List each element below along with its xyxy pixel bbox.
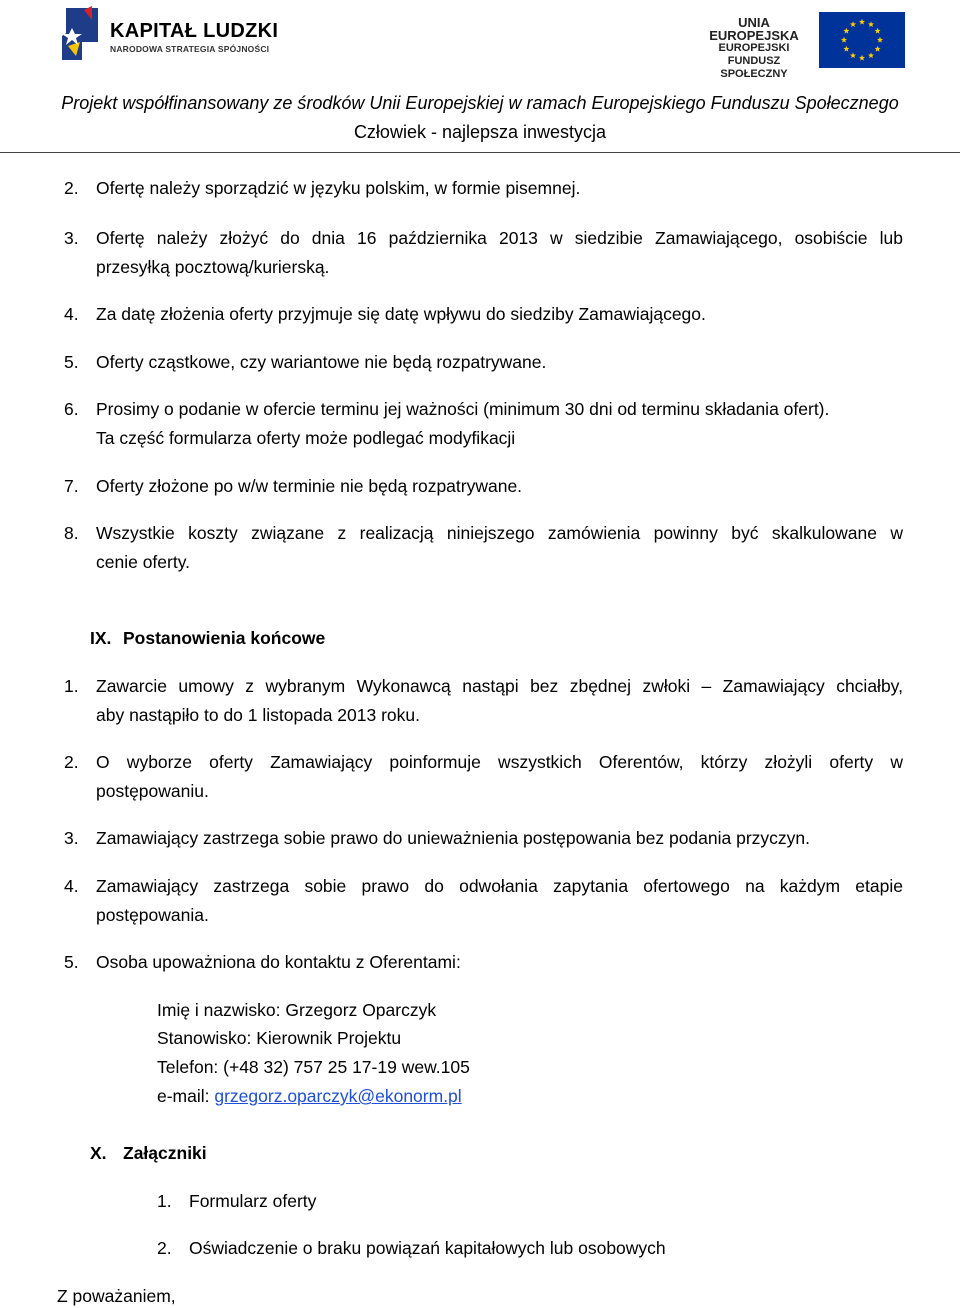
attachment-item: Oświadczenie o braku powiązań kapitałowych lub osobowych xyxy=(189,1238,666,1258)
list-item-number: 3. xyxy=(64,228,79,248)
cofinancing-tagline: Projekt współfinansowany ze środków Unii Europejskiej w ramach Europejskiego Funduszu Społecznego xyxy=(61,93,899,113)
list-item-number: 6. xyxy=(64,399,79,419)
section-title: Załączniki xyxy=(123,1143,207,1163)
list-item-text: Oferty złożone po w/w terminie nie będą rozpatrywane. xyxy=(96,476,523,496)
kapital-ludzki-logo xyxy=(58,2,279,64)
list-item-number: 2. xyxy=(64,178,79,198)
list-item-text: Wszystkie koszty związane z realizacją niniejszego zamówienia powinny być skalkulowane w xyxy=(96,523,903,543)
contact-email-link[interactable]: grzegorz.oparczyk@ekonorm.pl xyxy=(214,1086,462,1106)
list-item-number: 1. xyxy=(64,676,79,696)
list-item-text-continued: postępowania. xyxy=(96,905,209,925)
closing-salutation: Z poważaniem, xyxy=(57,1286,176,1306)
list-item-text: Osoba upoważniona do kontaktu z Oferentami: xyxy=(96,952,461,972)
list-item-number: 7. xyxy=(64,476,79,496)
list-item-text-continued: cenie oferty. xyxy=(96,552,191,572)
list-item-text-continued: przesyłką pocztową/kurierską. xyxy=(96,257,330,277)
list-item-number: 4. xyxy=(64,876,79,896)
kapital-ludzki-subtitle: NARODOWA STRATEGIA SPÓJNOŚCI xyxy=(110,44,270,54)
kapital-ludzki-name: KAPITAŁ LUDZKI xyxy=(110,20,279,42)
contact-phone: Telefon: (+48 32) 757 25 17-19 wew.105 xyxy=(157,1057,470,1077)
human-capital-slogan: Człowiek - najlepsza inwestycja xyxy=(353,122,607,142)
header-divider xyxy=(0,152,960,153)
list-item-text-continued: Ta część formularza oferty może podlegać modyfikacji xyxy=(96,428,516,448)
list-item-number: 5. xyxy=(64,952,79,972)
eu-logo-line1: UNIA EUROPEJSKA xyxy=(709,15,799,43)
contact-email-line xyxy=(157,1086,462,1106)
section-numeral: IX. xyxy=(90,628,112,648)
attachment-number: 1. xyxy=(157,1191,172,1211)
attachment-number: 2. xyxy=(157,1238,172,1258)
list-item-number: 5. xyxy=(64,352,79,372)
list-item-text: Zamawiający zastrzega sobie prawo do odwołania zapytania ofertowego na każdym etapie xyxy=(96,876,903,896)
eu-logo-text xyxy=(694,16,814,81)
list-item-text: Ofertę należy złożyć do dnia 16 października 2013 w siedzibie Zamawiającego, osobiście lub xyxy=(96,228,903,248)
list-item-text-continued: aby nastąpiło to do 1 listopada 2013 roku. xyxy=(96,705,420,725)
list-item-text: Za datę złożenia oferty przyjmuje się datę wpływu do siedziby Zamawiającego. xyxy=(96,304,706,324)
eu-logo-line2: EUROPEJSKI xyxy=(718,42,790,54)
list-item-text: Zamawiający zastrzega sobie prawo do unieważnienia postępowania bez podania przyczyn. xyxy=(96,828,811,848)
eu-logo-line3: FUNDUSZ SPOŁECZNY xyxy=(720,55,788,80)
list-item-text-continued: postępowaniu. xyxy=(96,781,209,801)
list-item-text: Prosimy o podanie w ofercie terminu jej ważności (minimum 30 dni od terminu składania ofert). xyxy=(96,399,830,419)
list-item-number: 3. xyxy=(64,828,79,848)
eu-logo xyxy=(694,12,906,80)
list-item-number: 2. xyxy=(64,752,79,772)
contact-email-label: e-mail: xyxy=(157,1086,215,1106)
attachment-item: Formularz oferty xyxy=(189,1191,317,1211)
list-item-text: Oferty cząstkowe, czy wariantowe nie będą rozpatrywane. xyxy=(96,352,547,372)
list-item-text: Ofertę należy sporządzić w języku polskim, w formie pisemnej. xyxy=(96,178,581,198)
list-item-text: Zawarcie umowy z wybranym Wykonawcą nastąpi bez zbędnej zwłoki – Zamawiający chciałby, xyxy=(96,676,903,696)
contact-position: Stanowisko: Kierownik Projektu xyxy=(157,1028,402,1048)
list-item-number: 8. xyxy=(64,523,79,543)
section-title: Postanowienia końcowe xyxy=(123,628,326,648)
section-numeral: X. xyxy=(90,1143,107,1163)
contact-name: Imię i nazwisko: Grzegorz Oparczyk xyxy=(157,1000,437,1020)
kapital-ludzki-emblem-icon xyxy=(58,2,106,62)
list-item-number: 4. xyxy=(64,304,79,324)
list-item-text: O wyborze oferty Zamawiający poinformuje wszystkich Oferentów, którzy złożyli oferty w xyxy=(96,752,903,772)
eu-flag-icon xyxy=(819,12,905,68)
